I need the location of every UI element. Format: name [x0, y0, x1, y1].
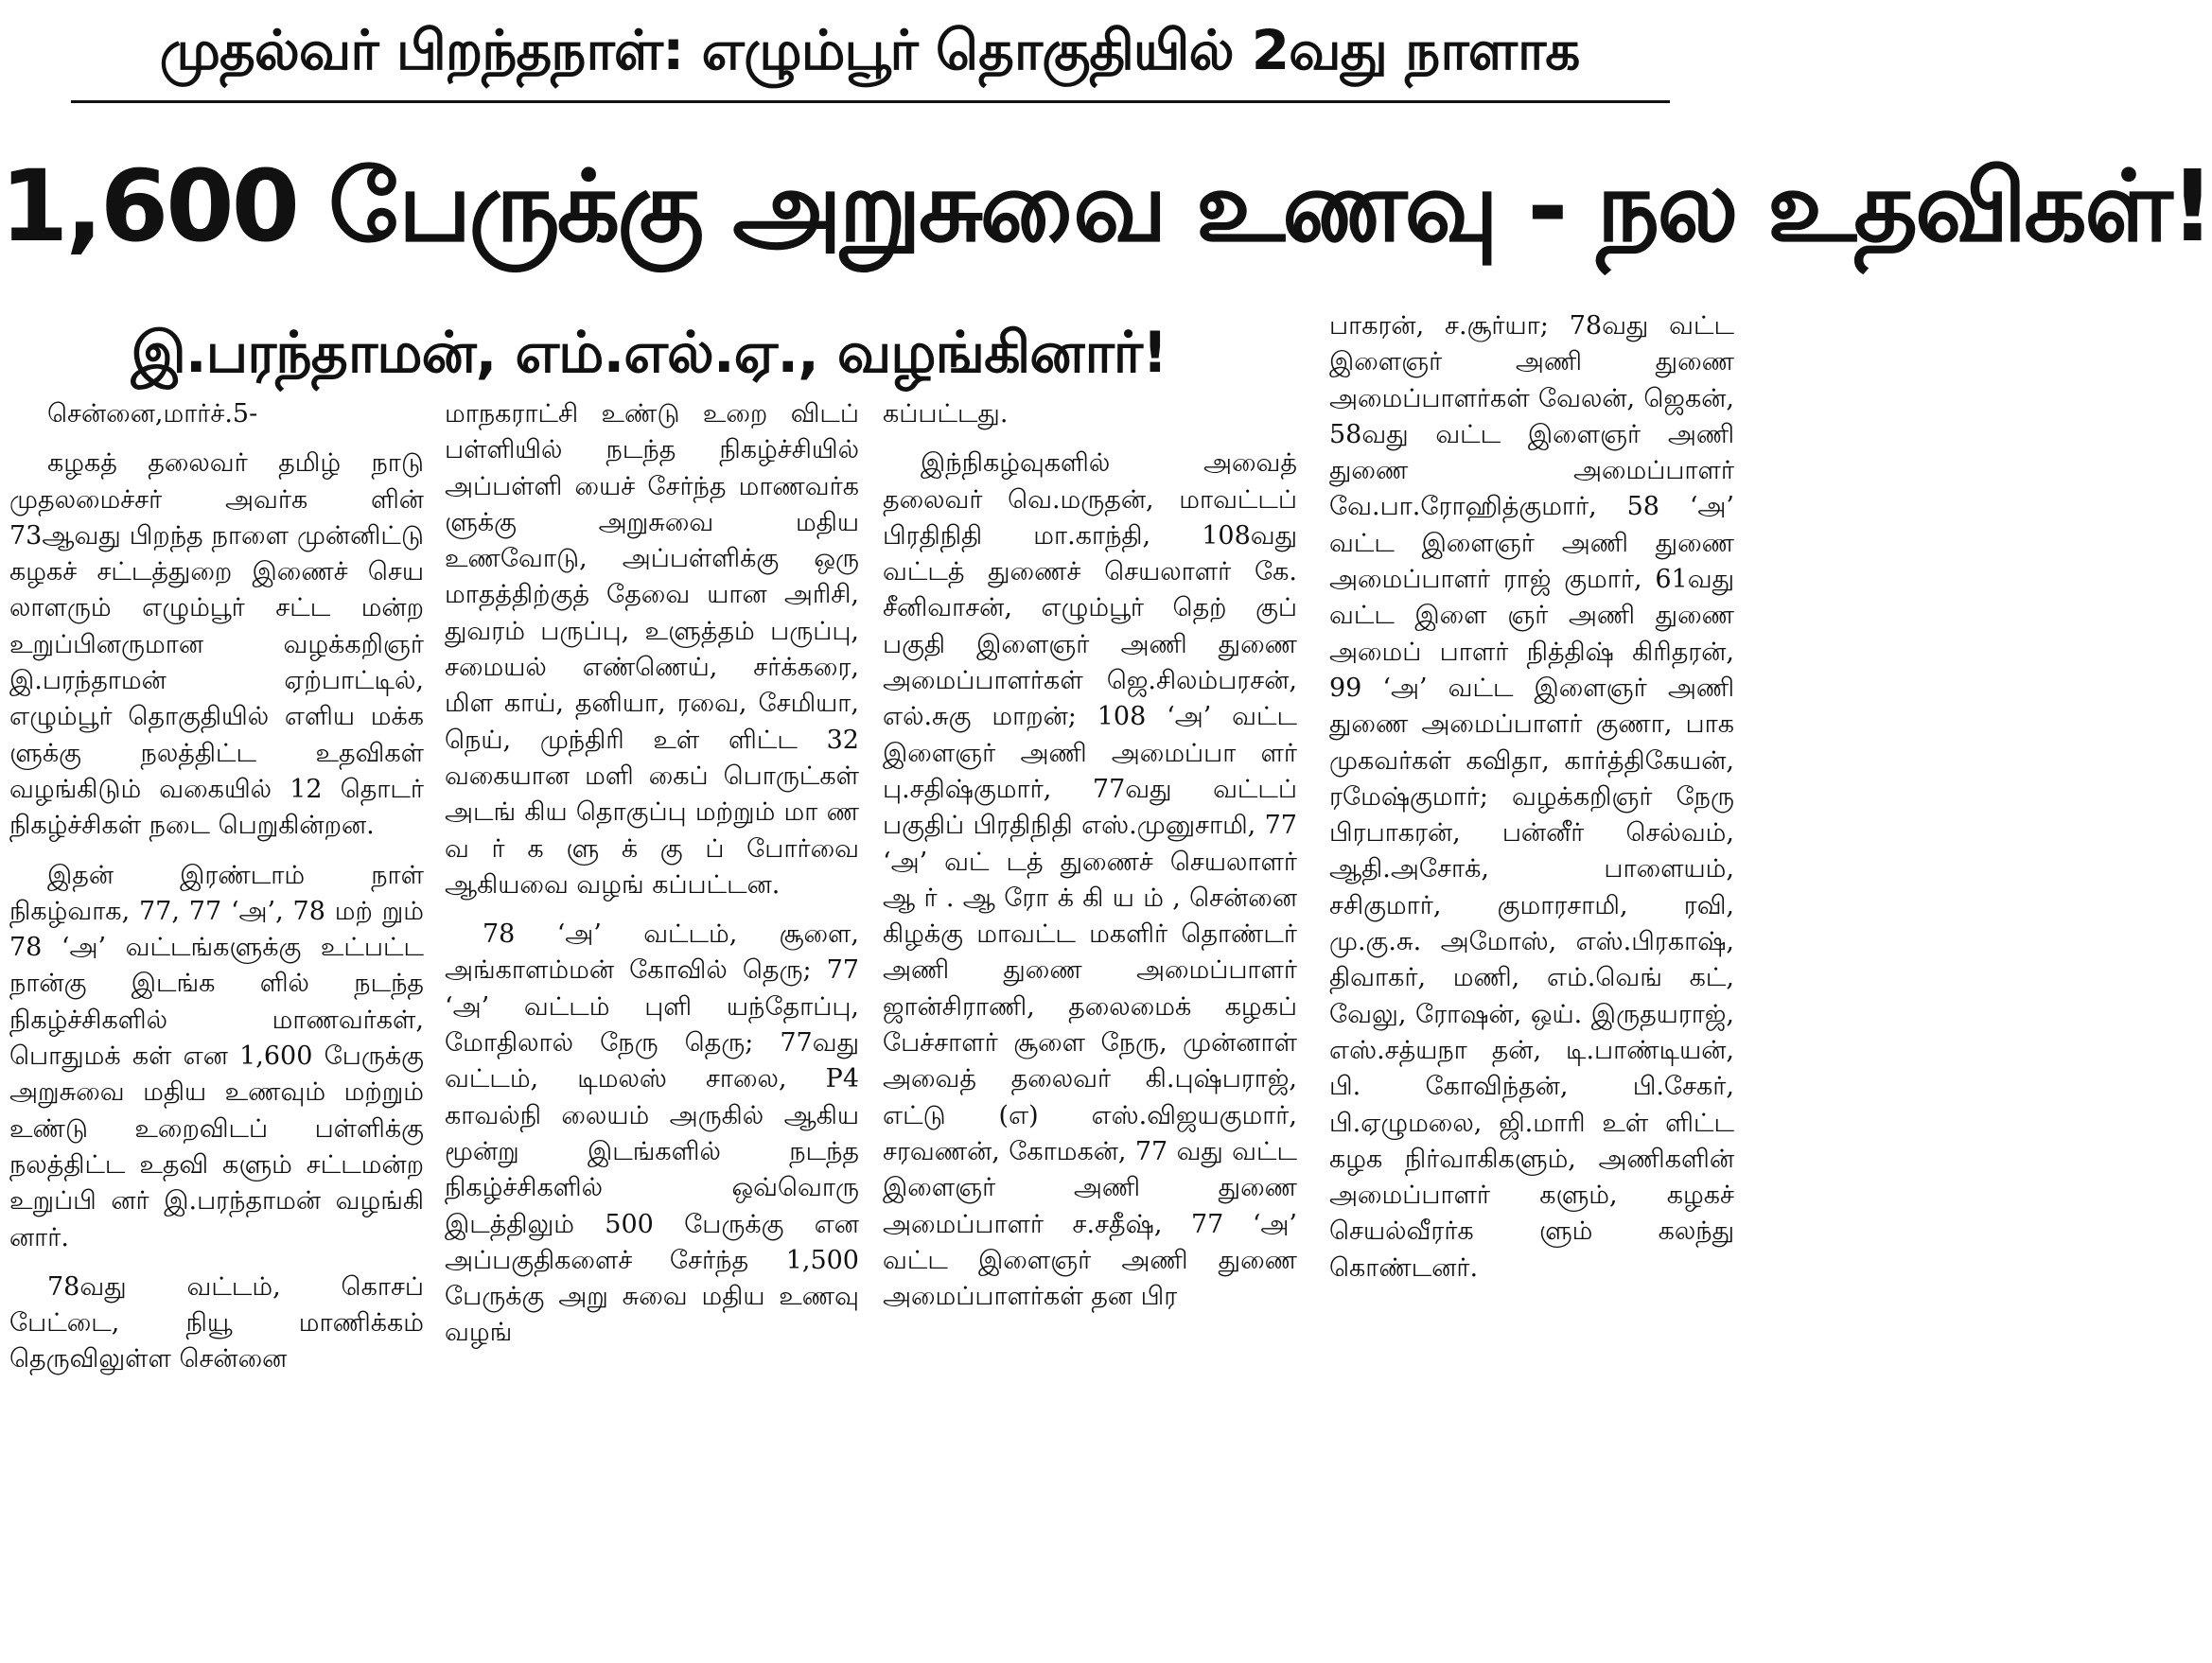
paragraph: 78வது வட்டம், கொசப் பேட்டை, நியூ மாணிக்கம் தெருவிலுள்ள சென்னை: [9, 1271, 424, 1374]
kicker-line: முதல்வர் பிறந்தநாள்: எழும்பூர் தொகுதியில் 2வது நாளாக: [159, 18, 1580, 82]
kicker-divider: [71, 100, 1670, 103]
paragraph: மாநகராட்சி உண்டு உறை விடப் பள்ளியில் நடந்த நிகழ்ச்சியில் அப்பள்ளி யைச் சேர்ந்த மாணவர்க ளுக்கு அறுசுவை மதிய உணவோடு, அப்பள்ளிக்கு ஒரு மாதத்திற்குத் தேவை யான அரிசி, துவரம் பருப்பு, உளுத்தம் பருப்பு, சமையல் எண்ணெய், சர்க்கரை, மிள காய், தனியா, ரவை, சேமியா, நெய், முந்திரி உள் ளிட்ட 32 வகையான மளி கைப் பொருட்கள் அடங் கிய தொகுப்பு மற்றும் மா ண வ ர் க ளு க் கு ப் போர்வை ஆகியவை வழங் கப்பட்டன.: [445, 399, 859, 900]
paragraph: இதன் இரண்டாம் நாள் நிகழ்வாக, 77, 77 ‘அ’, 78 மற் றும் 78 ‘அ’ வட்டங்களுக்கு உட்பட்ட நான்கு இடங்க ளில் நடந்த நிகழ்ச்சிகளில் மாணவர்கள், பொதுமக் கள் என 1,600 பேருக்கு அறுசுவை மதிய உணவும் மற்றும் உண்டு உறைவிடப் பள்ளிக்கு நலத்திட்ட உதவி களும் சட்டமன்ற உறுப்பி னர் இ.பரந்தாமன் வழங்கி னார்.: [9, 860, 424, 1252]
article-column-3: [883, 396, 1297, 1315]
paragraph: கப்பட்டது.: [883, 399, 1009, 429]
article-column-1: [9, 396, 424, 1378]
paragraph: 78 ‘அ’ வட்டம், சூளை, அங்காளம்மன் கோவில் தெரு; 77 ‘அ’ வட்டம் புளி யந்தோப்பு, மோதிலால் நேரு தெரு; 77வது வட்டம், டிமலஸ் சாலை, P4 காவல்நி லையம் அருகில் ஆகிய மூன்று இடங்களில் நடந்த நிகழ்ச்சிகளில் ஒவ்வொரு இடத்திலும் 500 பேருக்கு என அப்பகுதிகளைச் சேர்ந்த 1,500 பேருக்கு அறு சுவை மதிய உணவு வழங்: [445, 919, 859, 1348]
article-column-2: [445, 396, 859, 1352]
dateline: சென்னை,மார்ச்.5-: [47, 399, 258, 429]
article-column-4: [1329, 308, 1734, 1287]
subhead: இ.பரந்தாமன், எம்.எல்.ஏ., வழங்கினார்!: [131, 320, 1167, 386]
paragraph: கழகத் தலைவர் தமிழ் நாடு முதலமைச்சர் அவர்க ளின் 73ஆவது பிறந்த நாளை முன்னிட்டு கழகச் சட்டத்துறை இணைச் செய லாளரும் எழும்பூர் சட்ட மன்ற உறுப்பினருமான வழக்கறிஞர் இ.பரந்தாமன் ஏற்பாட்டில், எழும்பூர் தொகுதியில் எளிய மக்க ளுக்கு நலத்திட்ட உதவிகள் வழங்கிடும் வகையில் 12 தொடர் நிகழ்ச்சிகள் நடை பெறுகின்றன.: [9, 448, 424, 841]
headline: 1,600 பேருக்கு அறுசுவை உணவு - நல உதவிகள்!: [0, 149, 2212, 264]
paragraph: பாகரன், ச.சூர்யா; 78வது வட்ட இளைஞர் அணி துணை அமைப்பாளர்கள் வேலன், ஜெகன், 58வது வட்ட இளைஞர் அணி துணை அமைப்பாளர் வே.பா.ரோஹித்குமார், 58 ‘அ’ வட்ட இளைஞர் அணி துணை அமைப்பாளர் ராஜ் குமார், 61வது வட்ட இளை ஞர் அணி துணை அமைப் பாளர் நித்திஷ் கிரிதரன், 99 ‘அ’ வட்ட இளைஞர் அணி துணை அமைப்பாளர் குணா, பாக முகவர்கள் கவிதா, கார்த்திகேயன், ரமேஷ்குமார்; வழக்கறிஞர் நேரு பிரபாகரன், பன்னீர் செல்வம், ஆதி.அசோக், பாளையம், சசிகுமார், குமாரசாமி, ரவி, மு.கு.சு. அமோஸ், எஸ்.பிரகாஷ், திவாகர், மணி, எம்.வெங் கட், வேலு, ரோஷன், ஒய். இருதயராஜ், எஸ்.சத்யநா தன், டி.பாண்டியன், பி. கோவிந்தன், பி.சேகர், பி.ஏழுமலை, ஜி.மாரி உள் ளிட்ட கழக நிர்வாகிகளும், அணிகளின் அமைப்பாளர் களும், கழகச் செயல்வீரர்க ளும் கலந்து கொண்டனர்.: [1329, 311, 1734, 1283]
paragraph: இந்நிகழ்வுகளில் அவைத் தலைவர் வெ.மருதன், மாவட்டப் பிரதிநிதி மா.காந்தி, 108வது வட்டத் துணைச் செயலாளர் கே. சீனிவாசன், எழும்பூர் தெற் குப் பகுதி இளைஞர் அணி துணை அமைப்பாளர்கள் ஜெ.சிலம்பரசன், எல்.சுகு மாறன்; 108 ‘அ’ வட்ட இளைஞர் அணி அமைப்பா ளர் பு.சதிஷ்குமார், 77வது வட்டப் பகுதிப் பிரதிநிதி எஸ்.முனுசாமி, 77 ‘அ’ வட் டத் துணைச் செயலாளர் ஆ ர் . ஆ ரோ க் கி ய ம் , சென்னை கிழக்கு மாவட்ட மகளிர் தொண்டர் அணி துணை அமைப்பாளர் ஜான்சிராணி, தலைமைக் கழகப் பேச்சாளர் சூளை நேரு, முன்னாள் அவைத் தலைவர் கி.புஷ்பராஜ், எட்டு (எ) எஸ்.விஜயகுமார், சரவணன், கோமகன், 77 வது வட்ட இளைஞர் அணி துணை அமைப்பாளர் ச.சதீஷ், 77 ‘அ’ வட்ட இளைஞர் அணி துணை அமைப்பாளர்கள் தன பிர: [883, 448, 1297, 1312]
